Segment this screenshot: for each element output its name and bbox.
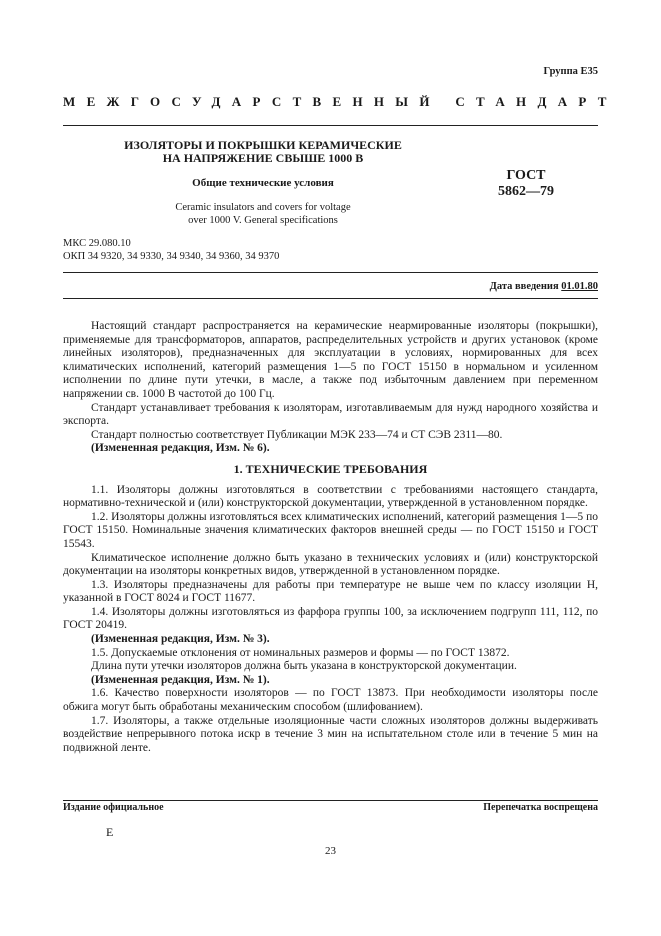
section-heading: 1. ТЕХНИЧЕСКИЕ ТРЕБОВАНИЯ (233, 461, 428, 476)
clause-1-5: 1.5. Допускаемые отклонения от номинальных размеров и формы — по ГОСТ 13872. (91, 646, 510, 659)
clause-1-3: 1.3. Изоляторы предназначены для работы при температуре не выше чем по классу изоляции Н, указанной в ГОСТ 8024 и ГОСТ 11677. (63, 578, 598, 605)
clause-1-7: 1.7. Изоляторы, а также отдельные изоляционные части сложных изоляторов должны выдерживать воздействие непрерывного потока искр в течение 3 мин на испытательном столе или в течение 5 мин на подвижной ленте. (63, 714, 598, 754)
amendment-note: (Измененная редакция, Изм. № 6). (91, 442, 270, 455)
gost-number: 5862—79 (498, 184, 554, 199)
amendment-note: (Измененная редакция, Изм. № 3). (91, 633, 270, 646)
clause-1-1: 1.1. Изоляторы должны изготовляться в соответствии с требованиями настоящего стандарта, нормативно-технической и (или) конструкторской документации, утвержденной в установленном порядке. (63, 483, 598, 510)
page-number: 23 (325, 845, 336, 857)
document-title (63, 139, 463, 165)
edition-letter: Е (106, 825, 114, 839)
amendment-note: (Измененная редакция, Изм. № 1). (91, 673, 270, 686)
clause-1-4: 1.4. Изоляторы должны изготовляться из фарфора группы 100, за исключением подгрупп 111, 112, по ГОСТ 20419. (63, 605, 598, 632)
english-title-line-2: over 1000 V. General specifications (188, 215, 338, 226)
paragraph-scope: Настоящий стандарт распространяется на керамические неармированные изоляторы (покрышки), применяемые для трансформаторов, аппаратов, распределительных устройств и других установок (кроме линейных изоляторов), предназначенных для эксплуатации в условиях, нормированных для всех климатических исполнений, категорий размещения 1—5 по ГОСТ 15150 в нормальном и усиленном исполнении по длине пути утечки, в масле, а также под избыточным давлением при переменном напряжении св. 1000 В частотой до 100 Гц. (63, 320, 598, 400)
date-rule (63, 298, 598, 299)
gost-designation (480, 168, 572, 200)
title-line-1: ИЗОЛЯТОРЫ И ПОКРЫШКИ КЕРАМИЧЕСКИЕ (124, 138, 402, 152)
date-label: Дата введения (489, 281, 559, 292)
header-rule (63, 125, 598, 126)
document-subtitle: Общие технические условия (192, 177, 334, 189)
clause-1-6: 1.6. Качество поверхности изоляторов — по ГОСТ 13873. При необходимости изоляторы после обжига могут быть обработаны механическим способом (шлифованием). (63, 687, 598, 714)
gost-label: ГОСТ (506, 168, 546, 183)
reprint-notice: Перепечатка воспрещена (483, 802, 598, 813)
standard-banner: МЕЖГОСУДАРСТВЕННЫЙ СТАНДАРТ (63, 94, 618, 109)
classification-codes (63, 238, 279, 263)
codes-rule (63, 272, 598, 273)
document-body (63, 320, 598, 755)
clause-1-5-continued: Длина пути утечки изоляторов должна быть указана в конструкторской документации. (91, 660, 517, 673)
group-code: Группа Е35 (543, 66, 598, 77)
footer-rule (63, 800, 598, 801)
mks-code: МКС 29.080.10 (63, 238, 131, 249)
official-edition: Издание официальное (63, 802, 164, 813)
english-title-line-1: Ceramic insulators and covers for voltage (175, 202, 351, 213)
okp-code: ОКП 34 9320, 34 9330, 34 9340, 34 9360, 34 9370 (63, 250, 280, 262)
title-line-2: НА НАПРЯЖЕНИЕ СВЫШЕ 1000 В (162, 151, 364, 165)
paragraph-requirements: Стандарт устанавливает требования к изоляторам, изготавливаемым для нужд народного хозяйства и экспорта. (63, 401, 598, 428)
date-value: 01.01.80 (561, 281, 598, 292)
english-title (63, 201, 463, 227)
clause-1-2: 1.2. Изоляторы должны изготовляться всех климатических исполнений, категорий размещения 1—5 по ГОСТ 15150. Номинальные значения климатических факторов внешней среды — по ГОСТ 15150 и ГОСТ 15543. (63, 510, 598, 550)
effective-date (490, 281, 598, 292)
paragraph-iec: Стандарт полностью соответствует Публикации МЭК 233—74 и СТ СЭВ 2311—80. (91, 428, 503, 441)
clause-1-2-continued: Климатическое исполнение должно быть указано в технических условиях и (или) конструкторской документации на изоляторы конкретных видов, утвержденной в установленном порядке. (63, 551, 598, 578)
